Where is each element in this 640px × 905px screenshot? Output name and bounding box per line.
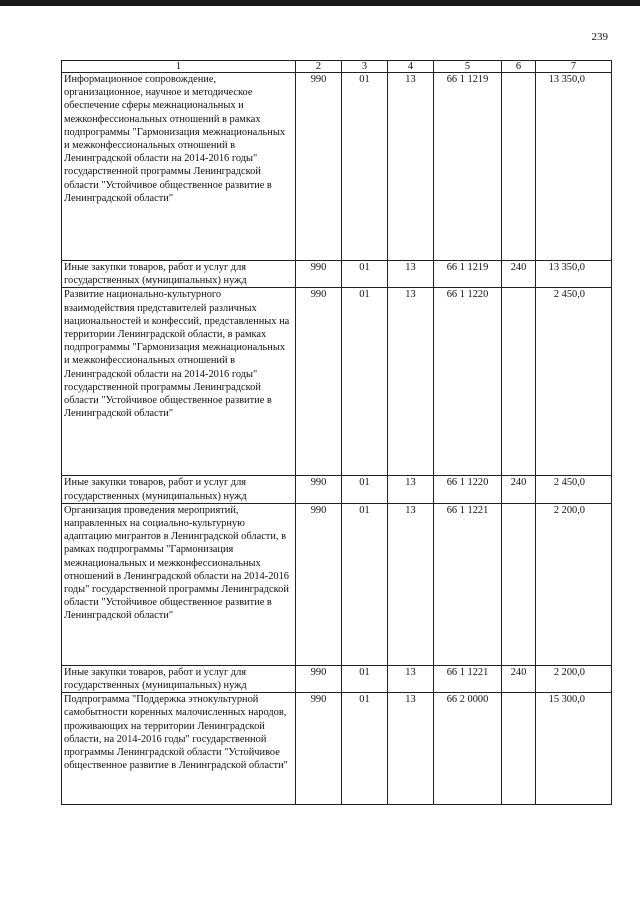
row-amount: 13 350,0 bbox=[536, 261, 612, 288]
row-description: Иные закупки товаров, работ и услуг для государственных (муниципальных) нужд bbox=[62, 665, 296, 692]
row-amount: 2 450,0 bbox=[536, 476, 612, 503]
row-col5: 66 1 1221 bbox=[434, 665, 502, 692]
row-col6: 240 bbox=[502, 261, 536, 288]
row-col4: 13 bbox=[388, 665, 434, 692]
row-col2: 990 bbox=[296, 288, 342, 476]
row-description: Организация проведения мероприятий, направленных на социально-культурную адаптацию мигрантов в Ленинградской области, в рамках подпрограммы "Гармонизация межнациональных и межконфессиональных отношений в Ленинградской области на 2014-2016 годы" государственной программы Ленинградской области "Устойчивое общественное развитие в Ленинградской области" bbox=[62, 503, 296, 665]
table-row bbox=[62, 476, 612, 503]
header-cell: 1 bbox=[62, 61, 296, 73]
table-row bbox=[62, 693, 612, 805]
row-col5: 66 1 1219 bbox=[434, 261, 502, 288]
row-description: Развитие национально-культурного взаимодействия представителей различных национальностей и конфессий, представленных на территории Ленинградской области, в рамках подпрограммы "Гармонизация межнациональных и межконфессиональных отношений в Ленинградской области на 2014-2016 годы" государственной программы Ленинградской области "Устойчивое общественное развитие в Ленинградской области" bbox=[62, 288, 296, 476]
row-col5: 66 1 1221 bbox=[434, 503, 502, 665]
row-col4: 13 bbox=[388, 503, 434, 665]
row-col2: 990 bbox=[296, 665, 342, 692]
row-col3: 01 bbox=[342, 261, 388, 288]
table-header-row bbox=[62, 61, 612, 73]
header-cell: 2 bbox=[296, 61, 342, 73]
page-number: 239 bbox=[591, 31, 608, 43]
row-col2: 990 bbox=[296, 73, 342, 261]
row-col5: 66 2 0000 bbox=[434, 693, 502, 805]
budget-table bbox=[61, 60, 612, 805]
row-col3: 01 bbox=[342, 288, 388, 476]
table-row bbox=[62, 288, 612, 476]
row-col6: 240 bbox=[502, 476, 536, 503]
row-col2: 990 bbox=[296, 261, 342, 288]
row-col6 bbox=[502, 288, 536, 476]
header-cell: 5 bbox=[434, 61, 502, 73]
table-row bbox=[62, 503, 612, 665]
header-cell: 4 bbox=[388, 61, 434, 73]
table-row bbox=[62, 665, 612, 692]
row-description: Иные закупки товаров, работ и услуг для государственных (муниципальных) нужд bbox=[62, 261, 296, 288]
row-col3: 01 bbox=[342, 73, 388, 261]
row-col3: 01 bbox=[342, 503, 388, 665]
row-col4: 13 bbox=[388, 476, 434, 503]
row-col6 bbox=[502, 693, 536, 805]
row-description: Подпрограмма "Поддержка этнокультурной самобытности коренных малочисленных народов, проживающих на территории Ленинградской области, на 2014-2016 годы" государственной программы Ленинградской области "Устойчивое общественное развитие в Ленинградской области" bbox=[62, 693, 296, 805]
row-col4: 13 bbox=[388, 73, 434, 261]
row-col2: 990 bbox=[296, 693, 342, 805]
row-description: Иные закупки товаров, работ и услуг для государственных (муниципальных) нужд bbox=[62, 476, 296, 503]
row-col3: 01 bbox=[342, 665, 388, 692]
header-cell: 6 bbox=[502, 61, 536, 73]
row-amount: 2 450,0 bbox=[536, 288, 612, 476]
row-amount: 2 200,0 bbox=[536, 665, 612, 692]
row-col5: 66 1 1219 bbox=[434, 73, 502, 261]
row-col2: 990 bbox=[296, 503, 342, 665]
table-row bbox=[62, 73, 612, 261]
row-col4: 13 bbox=[388, 261, 434, 288]
row-col5: 66 1 1220 bbox=[434, 288, 502, 476]
row-col5: 66 1 1220 bbox=[434, 476, 502, 503]
row-col3: 01 bbox=[342, 476, 388, 503]
table-row bbox=[62, 261, 612, 288]
row-col6 bbox=[502, 73, 536, 261]
header-cell: 7 bbox=[536, 61, 612, 73]
header-cell: 3 bbox=[342, 61, 388, 73]
row-amount: 15 300,0 bbox=[536, 693, 612, 805]
row-amount: 13 350,0 bbox=[536, 73, 612, 261]
row-col6 bbox=[502, 503, 536, 665]
row-col4: 13 bbox=[388, 693, 434, 805]
row-amount: 2 200,0 bbox=[536, 503, 612, 665]
row-description: Информационное сопровождение, организационное, научное и методическое обеспечение сферы межнациональных и межконфессиональных отношений в рамках подпрограммы "Гармонизация межнациональных и межконфессиональных отношений в Ленинградской области на 2014-2016 годы" государственной программы Ленинградской области "Устойчивое общественное развитие в Ленинградской области" bbox=[62, 73, 296, 261]
row-col6: 240 bbox=[502, 665, 536, 692]
row-col4: 13 bbox=[388, 288, 434, 476]
row-col3: 01 bbox=[342, 693, 388, 805]
scan-top-edge bbox=[0, 0, 640, 6]
row-col2: 990 bbox=[296, 476, 342, 503]
